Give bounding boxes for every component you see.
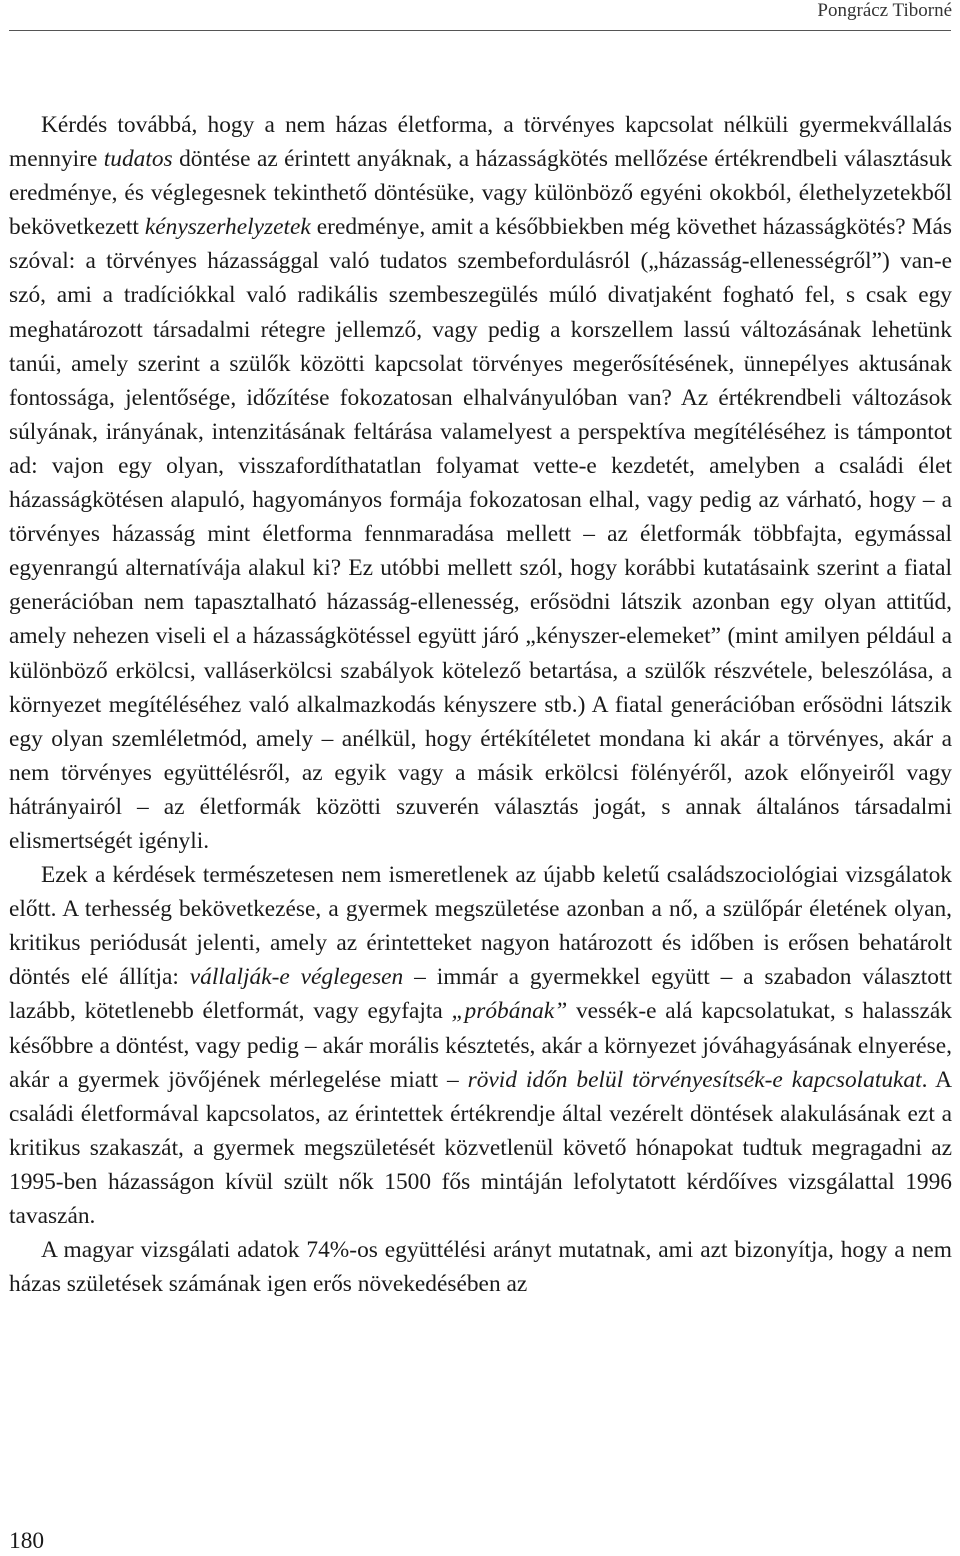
header-rule (9, 30, 951, 31)
emphasis-text: „próbának” (451, 998, 568, 1025)
text-segment: – immár a gyermekkel együtt – a szabadon választott lazább, kötetlenebb életformát, vagy egyfajta (9, 964, 952, 1025)
text-segment: Ezek a kérdések természetesen nem ismeretlenek az újabb keletű családszociológiai vizsgálatok előtt. A terhesség bekövetkezése, a gyermek megszületése azonban a nő, a szülőpár életének olyan, kritikus periódusát jelenti, amely az érintetteket nagyon határozott és időben is erősen behatárolt döntés elé állítja: (9, 862, 952, 991)
body-text (9, 108, 952, 1301)
text-segment: vessék-e alá kapcsolatukat, s halasszák későbbre a döntést, vagy pedig – akár morális késztetés, akár a környezet jóváhagyásának elnyerése, akár a gyermek jövőjének mérlegelése miatt – (9, 998, 952, 1093)
emphasis-text: vállalják-e véglegesen (189, 964, 404, 991)
emphasis-text: tudatos (103, 146, 173, 173)
running-header: Pongrácz Tiborné (817, 0, 952, 21)
emphasis-text: rövid időn belül törvényesítsék-e kapcsolatukat (467, 1066, 922, 1093)
page-number: 180 (9, 1528, 45, 1554)
emphasis-text: kényszerhelyzetek (144, 214, 311, 241)
text-segment: eredménye, amit a későbbiekben még követhet házasságkötés? Más szóval: a törvényes házassággal való tudatos szembefordulásról („házasság-ellenességről”) van-e szó, ami a tradíciókkal való radikális szembeszegülés múló divatjaként fogható fel, s csak egy meghatározott társadalmi rétegre jellemző, vagy pedig a korszellem lassú változásának lehetünk tanúi, amely szerint a szülők közötti kapcsolat törvényes megerősítésének, ünnepélyes aktusának fontossága, jelentősége, időzítése fokozatosan elhalványulóban van? Az értékrendbeli változások súlyának, irányának, intenzitásának feltárása valamelyest a perspektíva megítéléséhez is támpontot ad: vajon egy olyan, visszafordíthatatlan folyamat vette-e kezdetét, amelyben a családi élet házasságkötésen alapuló, hagyományos formája fokozatosan elhal, vagy pedig az várható, hogy – a törvényes házasság mint életforma fennmaradása mellett – az életformák többfajta, egymással egyenrangú alternatívája alakul ki? Ez utóbbi mellett szól, hogy korábbi kutatásaink szerint a fiatal generációban nem tapasztalható házasság-ellenesség, erősödni látszik azonban egy olyan attitűd, amely nehezen viseli el a házasságkötéssel együtt járó „kényszer-elemeket” (mint amilyen például a különböző erkölcsi, valláserkölcsi szabályok kötelező betartása, a szülők részvétele, beleszólása, a környezet megítéléséhez való alkalmazkodás kényszere stb.) A fiatal generációban erősödni látszik egy olyan szemléletmód, amely – anélkül, hogy értékítéletet mondana ki akár a törvényes, akár a nem törvényes együttélésről, az egyik vagy a másik erkölcsi fölényéről, azok előnyeiről vagy hátrányairól – az életformák közötti szuverén választás jogát, s annak általános társadalmi elismertségét igényli. (9, 214, 952, 854)
text-segment: Kérdés továbbá, hogy a nem házas életforma, a törvényes kapcsolat nélküli gyermekvállalás mennyire (9, 112, 952, 173)
paragraph-1 (9, 108, 952, 858)
text-segment: A magyar vizsgálati adatok 74%-os együttélési arányt mutatnak, ami azt bizonyítja, hogy a nem házas születések számának igen erős növekedésében az (9, 1237, 952, 1298)
paragraph-2 (9, 858, 952, 1233)
text-segment: . A családi életformával kapcsolatos, az érintettek értékrendje által vezérelt döntések alakulásának ezt a kritikus szakaszát, a gyermek megszületését közvetlenül követő hónapokat tudtuk megragadni az 1995-ben házasságon kívül szült nők 1500 fős mintáján lefolytatott kérdőíves vizsgálattal 1996 tavaszán. (9, 1066, 952, 1229)
paragraph-3 (9, 1233, 952, 1301)
text-segment: döntése az érintett anyáknak, a házasságkötés mellőzése értékrendbeli választásuk eredménye, és véglegesnek tekinthető döntésüke, vagy különböző egyéni okokból, élethelyzetekből bekövetkezett (9, 146, 952, 241)
